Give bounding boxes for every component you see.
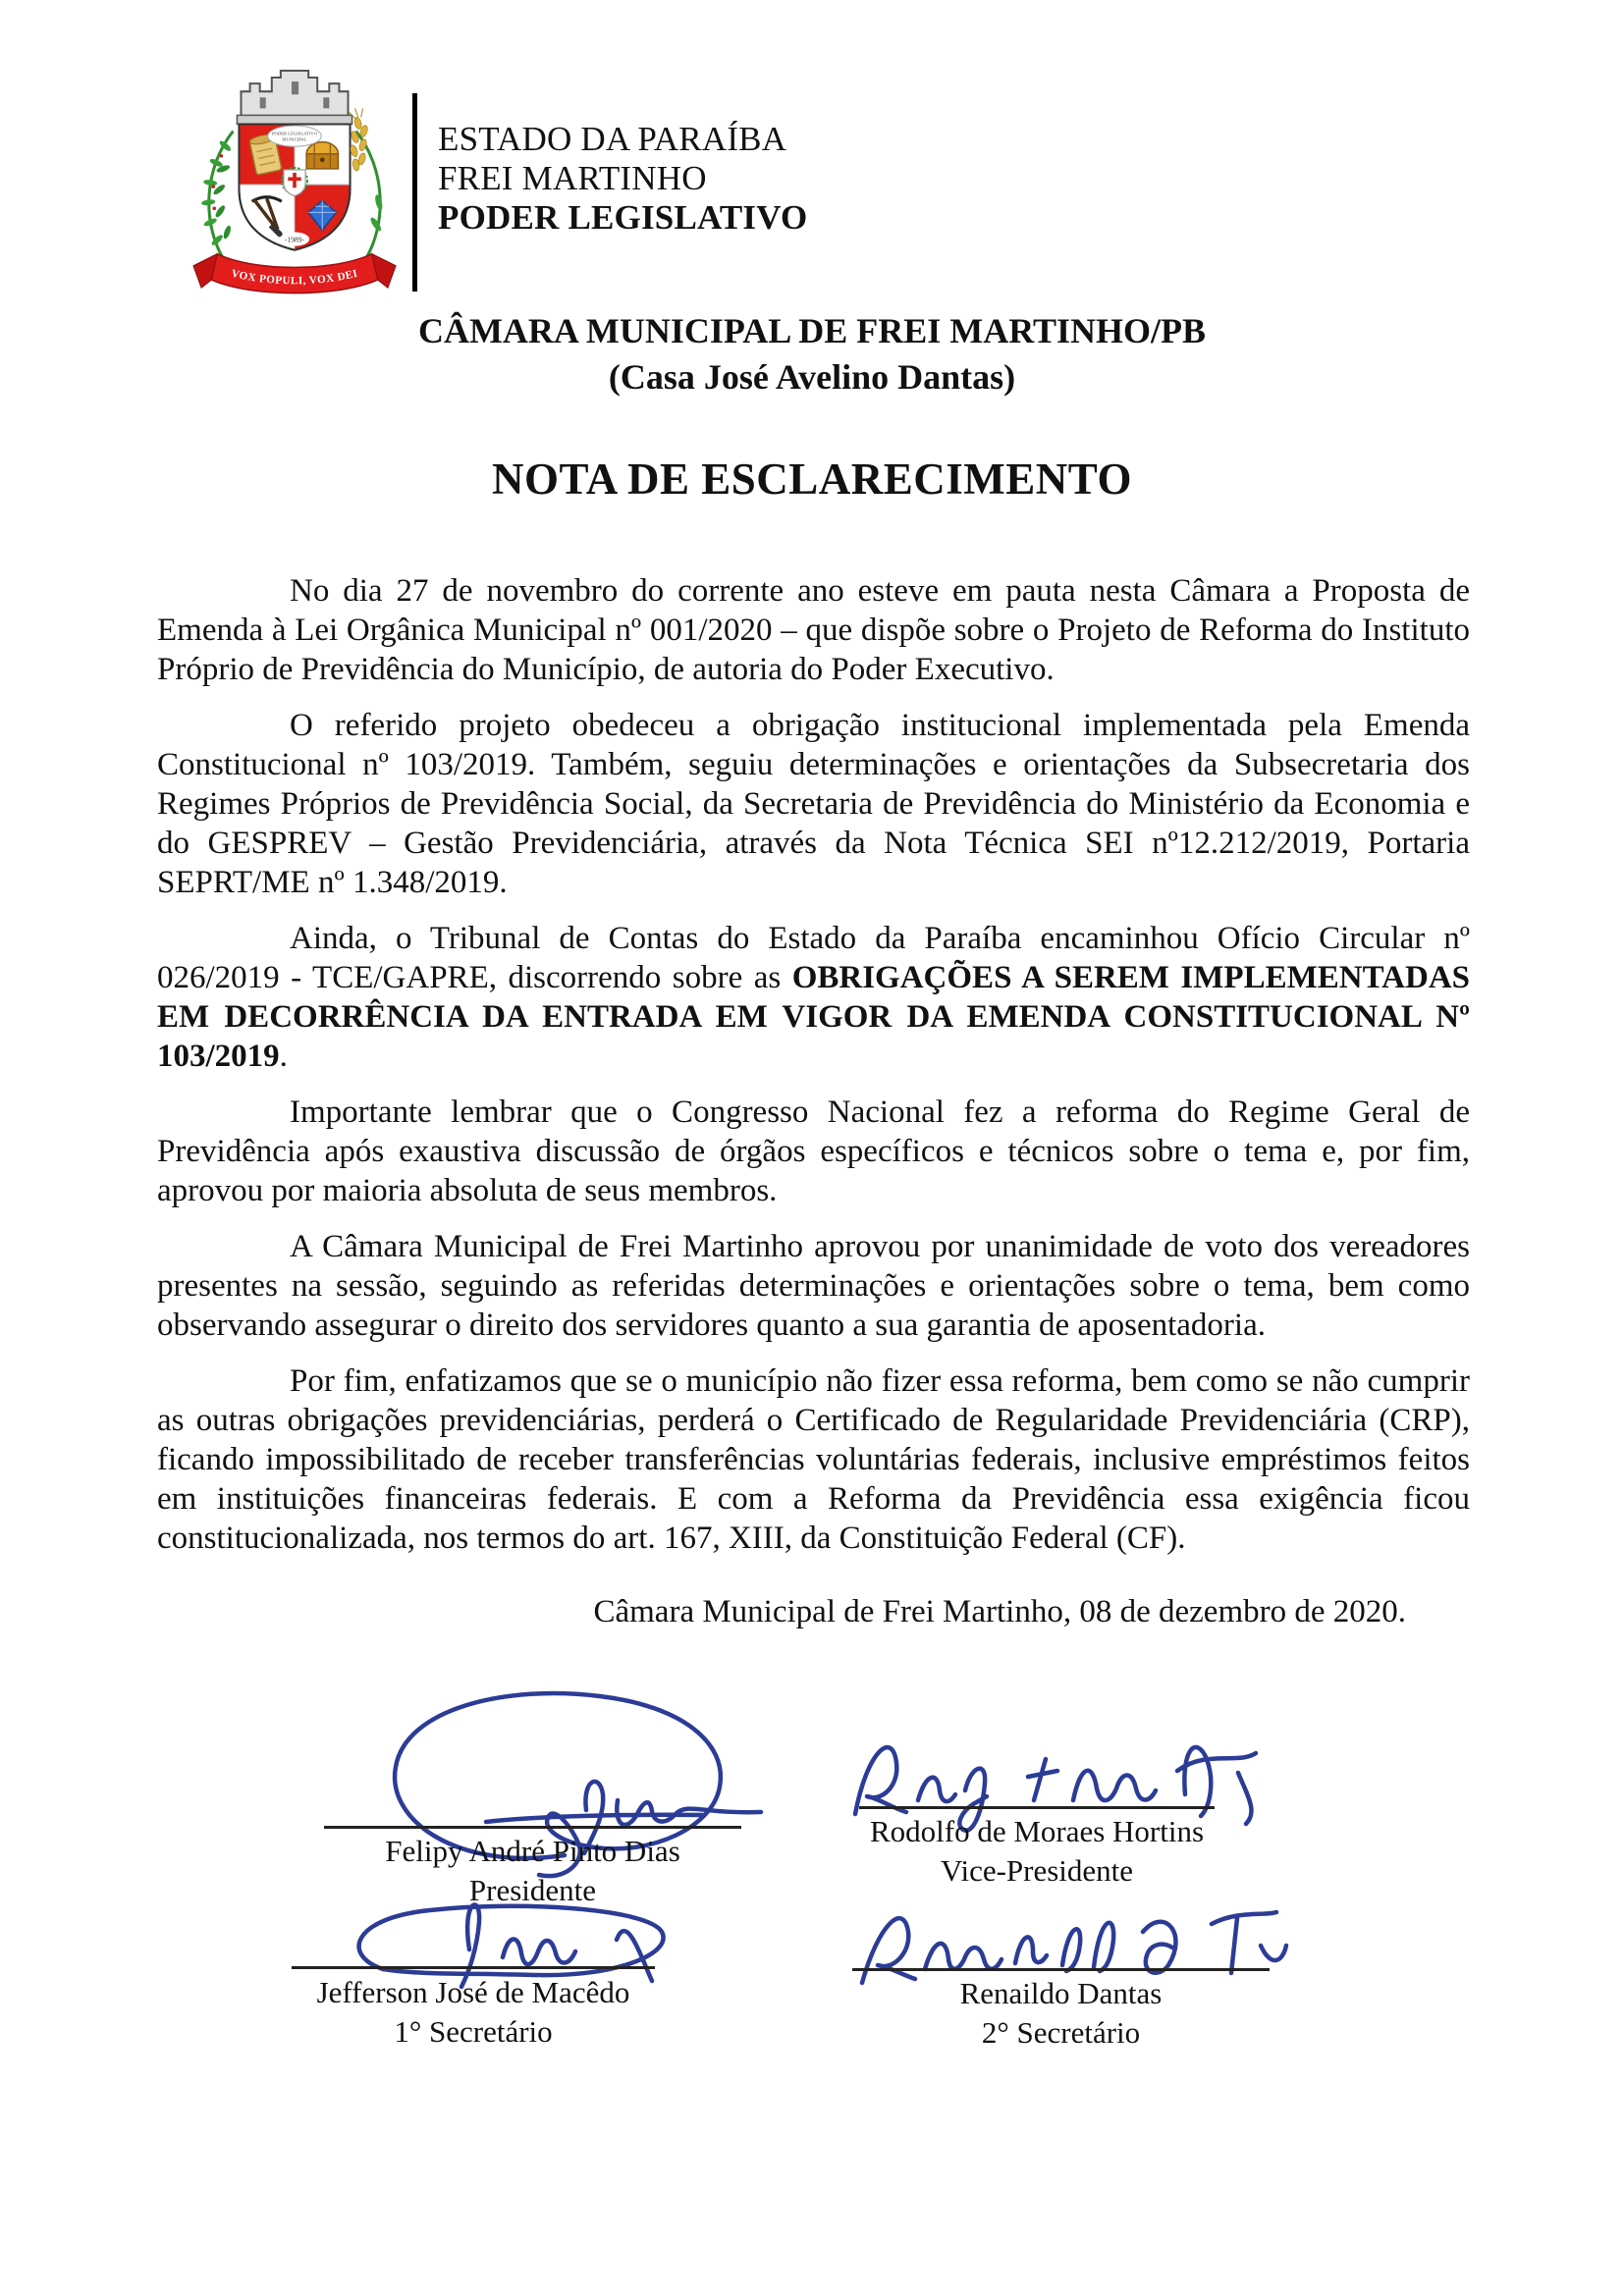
- header-branch-line: PODER LEGISLATIVO: [438, 198, 808, 237]
- signer-name: Jefferson José de Macêdo: [316, 1975, 630, 2009]
- signature-block-vice-presidente: [839, 1812, 1234, 1891]
- paragraph-2: O referido projeto obedeceu a obrigação institucional implementada pela Emenda Constitucional nº 103/2019. Também, seguiu determinações e orientações da Subsecretaria dos Regimes Próprios de Previdência Social, da Secretaria de Previdência do Ministério da Economia e do GESPREV – Gestão Previdenciária, através da Nota Técnica SEI nº12.212/2019, Portaria SEPRT/ME nº 1.348/2019.: [157, 708, 1470, 900]
- paragraph-5: A Câmara Municipal de Frei Martinho aprovou por unanimidade de voto dos vereadores presentes na sessão, seguindo as referidas determinações e orientações sobre o tema, bem como observando assegurar o direito dos servidores quanto a sua garantia de aposentadoria.: [157, 1229, 1470, 1343]
- motto-ribbon: [193, 254, 396, 294]
- coat-of-arms: [189, 57, 400, 298]
- signer-role: 2° Secretário: [981, 2015, 1141, 2050]
- date-line: Câmara Municipal de Frei Martinho, 08 de dezembro de 2020.: [593, 1594, 1406, 1629]
- signature-line-presidente: [324, 1826, 741, 1829]
- signature-line-primeiro-secretario: [292, 1966, 655, 1969]
- document-title: NOTA DE ESCLARECIMENTO: [492, 454, 1132, 504]
- signer-name: Renaildo Dantas: [959, 1976, 1163, 2010]
- chest-icon: [306, 142, 338, 169]
- signer-role: Vice-Presidente: [940, 1853, 1134, 1888]
- paragraph-4: Importante lembrar que o Congresso Nacional fez a reforma do Regime Geral de Previdência após exaustiva discussão de órgãos específicos e técnicos sobre o tema e, por fim, aprovou por maioria absoluta de seus membros.: [157, 1095, 1470, 1208]
- header-text: [438, 120, 807, 238]
- paragraph-3-emphasis: OBRIGAÇÕES A SEREM IMPLEMENTADAS EM DECORRÊNCIA DA ENTRADA EM VIGOR DA EMENDA CONSTITUCIONAL Nº 103/2019: [157, 960, 1471, 1074]
- header-city-line: FREI MARTINHO: [438, 159, 707, 197]
- signer-role: 1° Secretário: [394, 2014, 553, 2049]
- header-divider: [412, 93, 417, 292]
- signature-block-primeiro-secretario: [282, 1973, 665, 2052]
- chamber-subtitle: (Casa José Avelino Dantas): [608, 357, 1016, 397]
- crest-inner-label-line1: PODER LEGISLATIVO: [271, 132, 318, 137]
- crest-year: -1989-: [284, 235, 305, 244]
- crest-motto: VOX POPULI, VOX DEI: [230, 267, 359, 288]
- paragraph-3: [157, 919, 1470, 1076]
- document-body: [157, 571, 1470, 1575]
- shield: [239, 124, 350, 249]
- paragraph-6: Por fim, enfatizamos que se o município não fizer essa reforma, bem como se não cumprir as outras obrigações previdenciárias, perderá o Certificado de Regularidade Previdenciária (CRP), ficando impossibilitado de receber transferências voluntárias federais, inclusive empréstimos feitos em instituições financeiras federais. E com a Reforma da Previdência essa exigência ficou constitucionalizada, nos termos do art. 167, XIII, da Constituição Federal (CF).: [157, 1363, 1470, 1556]
- signature-block-segundo-secretario: [852, 1974, 1270, 2053]
- laurel-branch-icon: [201, 132, 234, 262]
- mural-crown-icon: [237, 71, 352, 125]
- paragraph-3-period: .: [279, 1039, 288, 1074]
- signer-name: Rodolfo de Moraes Hortins: [869, 1814, 1205, 1848]
- chamber-title: CÂMARA MUNICIPAL DE FREI MARTINHO/PB: [417, 311, 1207, 350]
- signature-line-segundo-secretario: [852, 1968, 1270, 1971]
- signature-line-vice-presidente: [859, 1806, 1215, 1809]
- paragraph-3-text: Ainda, o Tribunal de Contas do Estado da Paraíba encaminhou Ofício Circular nº 026/2019 - TCE/GAPRE, discorrendo sobre as: [157, 921, 1470, 995]
- wheat-branch-icon: [350, 108, 384, 261]
- signature-block-presidente: [324, 1832, 741, 1910]
- crest-inner-label-line2: MUNICIPAL: [282, 137, 307, 143]
- signer-role: Presidente: [468, 1873, 597, 1907]
- title-block: [0, 308, 1624, 400]
- coat-of-arms-icon: [189, 57, 400, 298]
- paragraph-1: No dia 27 de novembro do corrente ano esteve em pauta nesta Câmara a Proposta de Emenda à Lei Orgânica Municipal nº 001/2020 – que dispõe sobre o Projeto de Reforma do Instituto Próprio de Previdência do Município, de autoria do Poder Executivo.: [157, 573, 1470, 687]
- header-state-line: ESTADO DA PARAÍBA: [438, 120, 787, 158]
- signer-name: Felipy André Pinto Dias: [385, 1834, 680, 1868]
- crest-inner-label: [268, 126, 322, 146]
